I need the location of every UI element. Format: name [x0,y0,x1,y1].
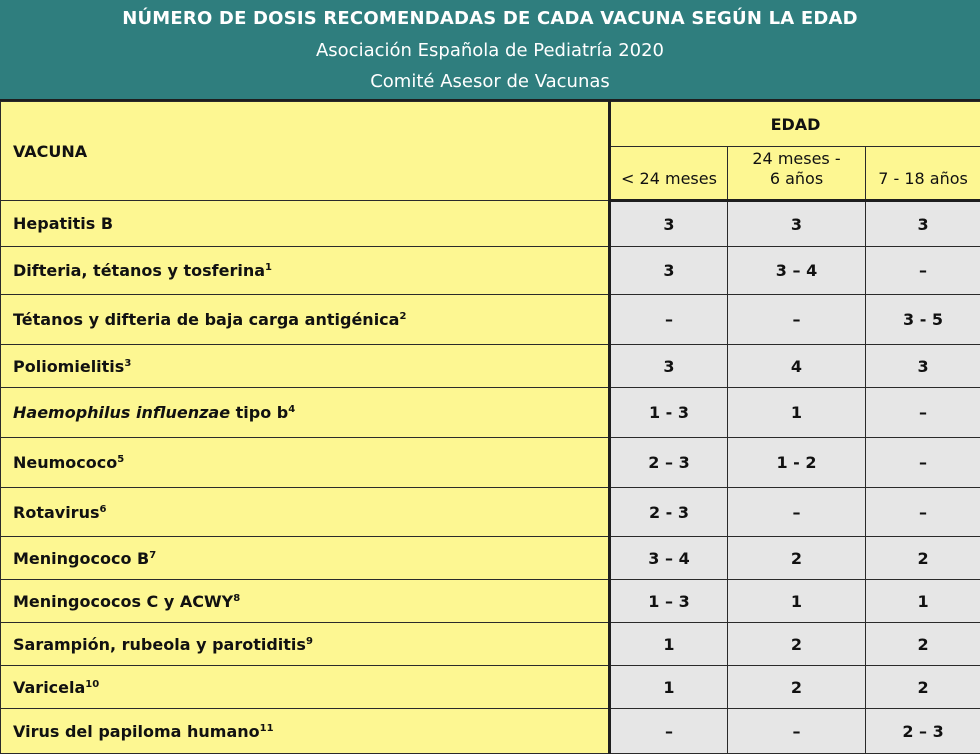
title-line-3: Comité Asesor de Vacunas [370,71,610,92]
dose-count-cell: 1 [728,580,866,623]
vaccine-name-cell [1,580,610,623]
table-row [1,623,980,666]
dose-count-cell: – [728,488,866,537]
dose-count-cell: – [610,295,728,345]
vaccine-name-cell [1,666,610,709]
dose-count-cell: – [610,709,728,754]
dose-count-cell: 3 - 5 [866,295,980,345]
dose-count-cell: 3 [610,345,728,388]
vaccine-name-cell [1,247,610,295]
table-row [1,295,980,345]
vaccine-name-cell [1,438,610,488]
age-column-header: EDAD [610,102,980,147]
vaccine-name: Tétanos y difteria de baja carga antigénica [13,310,400,329]
vaccine-name-cell [1,345,610,388]
dose-count-cell: 2 - 3 [610,488,728,537]
age-group-header: 7 - 18 años [866,147,980,201]
vaccine-name: Sarampión, rubeola y parotiditis [13,634,306,654]
footnote-marker: 11 [259,722,274,734]
vaccine-name: Varicela [13,677,86,697]
vaccine-name: Poliomielitis [13,356,125,376]
dose-count-cell: 1 [610,623,728,666]
dose-count-cell: 2 [728,666,866,709]
vaccine-name: tipo b [230,403,289,422]
vaccine-name: Neumococo [13,453,118,472]
vaccine-name: Rotavirus [13,502,100,522]
vaccine-name-cell [1,201,610,247]
footnote-marker: 9 [305,635,313,647]
dose-count-cell: – [728,709,866,754]
dose-count-cell: 3 [866,201,980,247]
dose-count-cell: – [866,438,980,488]
dose-count-cell: – [866,388,980,438]
dose-count-cell: 3 – 4 [610,537,728,580]
footnote-marker: 8 [233,592,241,604]
vaccine-name-cell [1,709,610,754]
table-row [1,201,980,247]
vaccine-name: Meningococo B [13,548,150,568]
dose-count-cell: 1 [866,580,980,623]
table-row [1,388,980,438]
age-group-header: 24 meses - 6 años [728,147,866,201]
vaccine-name-cell [1,388,610,438]
footnote-marker: 1 [265,262,272,273]
dose-count-cell: 3 [610,247,728,295]
dose-count-cell: 1 - 2 [728,438,866,488]
table-row [1,537,980,580]
vaccine-name: Hepatitis B [13,214,114,233]
vaccine-name: Virus del papiloma humano [13,721,260,741]
title-line-2: Asociación Española de Pediatría 2020 [315,40,665,61]
vaccine-name-cell [1,537,610,580]
dose-count-cell: 3 – 4 [728,247,866,295]
table-row [1,488,980,537]
age-group-header: < 24 meses [610,147,728,201]
dose-count-cell: 2 – 3 [610,438,728,488]
dose-count-cell: 1 – 3 [610,580,728,623]
vaccine-name: Difteria, tétanos y tosferina [13,261,266,280]
table-row [1,438,980,488]
footnote-marker: 3 [124,357,132,369]
dose-count-cell: 1 [610,666,728,709]
vaccine-dose-table [0,101,980,754]
dose-count-cell: 2 [866,623,980,666]
dose-count-cell: – [866,247,980,295]
table-row [1,247,980,295]
footnote-marker: 2 [399,311,407,322]
vaccine-column-header: VACUNA [1,102,610,201]
footnote-marker: 5 [117,454,125,465]
vaccine-name: Meningococos C y ACWY [13,591,234,611]
title-line-1: NÚMERO DE DOSIS RECOMENDADAS DE CADA VACUNA SEGÚN LA EDAD [122,8,858,29]
dose-count-cell: 2 [866,537,980,580]
table-row [1,709,980,754]
table-row [1,666,980,709]
vaccine-name-cell [1,623,610,666]
vaccine-name-cell [1,488,610,537]
table-row [1,580,980,623]
dose-count-cell: 1 - 3 [610,388,728,438]
dose-count-cell: 2 [728,537,866,580]
dose-count-cell: 3 [610,201,728,247]
dose-count-cell: 2 [728,623,866,666]
dose-count-cell: 2 [866,666,980,709]
table-title-banner [0,0,980,101]
footnote-marker: 6 [99,503,107,515]
footnote-marker: 4 [288,404,296,415]
vaccine-name-cell [1,295,610,345]
footnote-marker: 10 [85,678,100,690]
table-row [1,345,980,388]
vaccine-name-italic: Haemophilus influenzae [13,403,231,422]
dose-count-cell: – [728,295,866,345]
dose-count-cell: 4 [728,345,866,388]
dose-count-cell: 2 – 3 [866,709,980,754]
dose-count-cell: – [866,488,980,537]
dose-count-cell: 3 [728,201,866,247]
dose-count-cell: 3 [866,345,980,388]
dose-count-cell: 1 [728,388,866,438]
footnote-marker: 7 [149,549,157,561]
